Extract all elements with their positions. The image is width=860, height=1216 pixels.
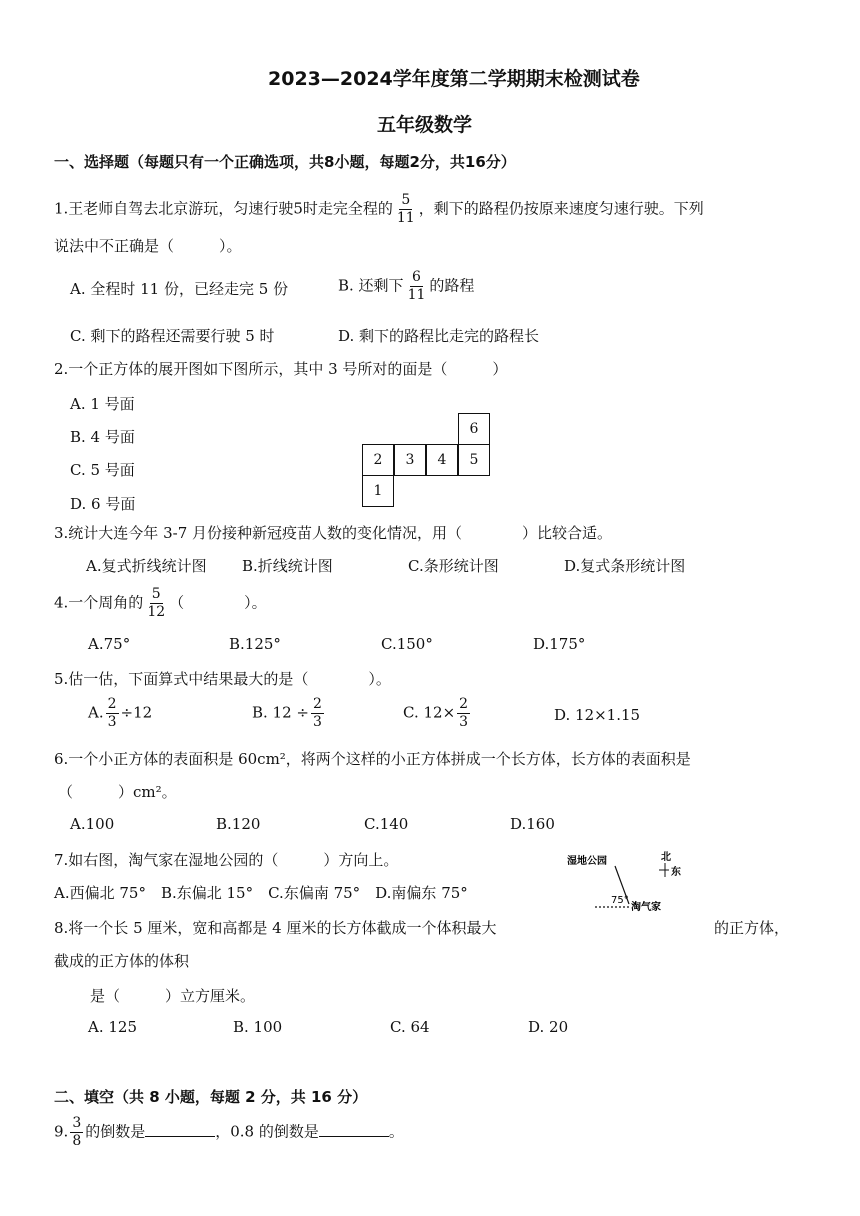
q1-option-c: C. 剩下的路程还需要行驶 5 时 [70, 327, 275, 345]
q6-option-d: D.160 [510, 815, 555, 833]
q1-text-c: 说法中不正确是（ ）。 [54, 237, 242, 255]
q3-option-b: B.折线统计图 [242, 557, 333, 575]
q1-option-b: B. 还剩下 $\frac{6}{11}$ 的路程 [338, 269, 475, 303]
question-2: 2.一个正方体的展开图如下图所示，其中 3 号所对的面是（ ） [54, 360, 508, 378]
q4-option-a: A.75° [88, 635, 131, 653]
section-heading-choice: 一、选择题（每题只有一个正确选项，共8小题，每题2分，共16分） [54, 153, 516, 171]
question-8: 8.将一个长 5 厘米，宽和高都是 4 厘米的长方体截成一个体积最大 [54, 919, 497, 937]
home-label: 淘气家 [631, 902, 661, 913]
north-label: 北 [661, 852, 671, 863]
q2-option-a: A. 1 号面 [70, 395, 135, 413]
q8-text-d: 是（ ）立方厘米。 [90, 987, 256, 1005]
q6-option-b: B.120 [216, 815, 261, 833]
q8-text-c: 截成的正方体的体积 [54, 952, 190, 970]
q1-fraction: $\frac{5}{11}$ [396, 192, 415, 226]
q4-option-d: D.175° [533, 635, 586, 653]
question-9: 9. $\frac{3}{8}$ 的倒数是 ，0.8 的倒数是 。 [54, 1115, 404, 1149]
q1-text-b: ，剩下的路程仍按原来速度匀速行驶。下列 [418, 199, 704, 218]
question-6: 6.一个小正方体的表面积是 60cm²，将两个这样的小正方体拼成一个长方体，长方体的表面积是 [54, 750, 691, 768]
q1-option-a: A. 全程时 11 份，已经走完 5 份 [70, 280, 289, 298]
east-label: 东 [671, 867, 681, 878]
q8-option-a: A. 125 [88, 1018, 137, 1036]
q5-option-c: C. 12× $\frac{2}{3}$ [403, 696, 469, 730]
q8-option-c: C. 64 [390, 1018, 430, 1036]
q8-text-b: 的正方体， [714, 919, 790, 937]
q9-blank-1[interactable] [145, 1122, 215, 1137]
q7-options: A.西偏北 75° B.东偏北 15° C.东偏南 75° D.南偏东 75° [54, 884, 468, 902]
q3-option-a: A.复式折线统计图 [86, 557, 207, 575]
q4-option-b: B.125° [229, 635, 281, 653]
net-face-4: 4 [426, 444, 458, 476]
question-3: 3.统计大连今年 3-7 月份接种新冠疫苗人数的变化情况，用（ ）比较合适。 [54, 524, 613, 542]
q1-text-a: 1.王老师自驾去北京游玩，匀速行驶5时走完全程的 [54, 199, 393, 218]
direction-diagram [565, 848, 695, 918]
question-4: 4.一个周角的 $\frac{5}{12}$ （ ）。 [54, 586, 267, 620]
net-face-6: 6 [458, 413, 490, 445]
q3-option-d: D.复式条形统计图 [564, 557, 686, 575]
q6-option-c: C.140 [364, 815, 409, 833]
q5-option-d: D. 12×1.15 [554, 706, 641, 724]
q1-option-d: D. 剩下的路程比走完的路程长 [338, 327, 540, 345]
q3-option-c: C.条形统计图 [408, 557, 499, 575]
question-5: 5.估一估，下面算式中结果最大的是（ ）。 [54, 670, 391, 688]
question-1 [54, 192, 704, 227]
question-7: 7.如右图，淘气家在湿地公园的（ ）方向上。 [54, 851, 399, 869]
net-face-2: 2 [362, 444, 394, 476]
q6-option-a: A.100 [70, 815, 115, 833]
angle-label: 75° [611, 895, 629, 906]
q5-option-a: A. $\frac{2}{3}$ ÷12 [88, 696, 153, 730]
q8-option-d: D. 20 [528, 1018, 569, 1036]
park-label: 湿地公园 [567, 856, 607, 867]
q6-text-b: （ ）cm²。 [58, 783, 177, 801]
q4-option-c: C.150° [381, 635, 433, 653]
section-heading-fill: 二、填空（共 8 小题，每题 2 分，共 16 分） [54, 1088, 368, 1106]
q2-option-d: D. 6 号面 [70, 495, 136, 513]
q9-blank-2[interactable] [319, 1122, 389, 1137]
cube-net-figure [361, 413, 491, 507]
exam-title: 2023—2024学年度第二学期期末检测试卷 [268, 68, 640, 90]
exam-subtitle: 五年级数学 [377, 114, 473, 136]
q5-option-b: B. 12 ÷ $\frac{2}{3}$ [252, 696, 322, 730]
net-face-5: 5 [458, 444, 490, 476]
net-face-3: 3 [394, 444, 426, 476]
q8-option-b: B. 100 [233, 1018, 283, 1036]
q2-option-b: B. 4 号面 [70, 428, 135, 446]
q2-option-c: C. 5 号面 [70, 461, 135, 479]
net-face-1: 1 [362, 475, 394, 507]
